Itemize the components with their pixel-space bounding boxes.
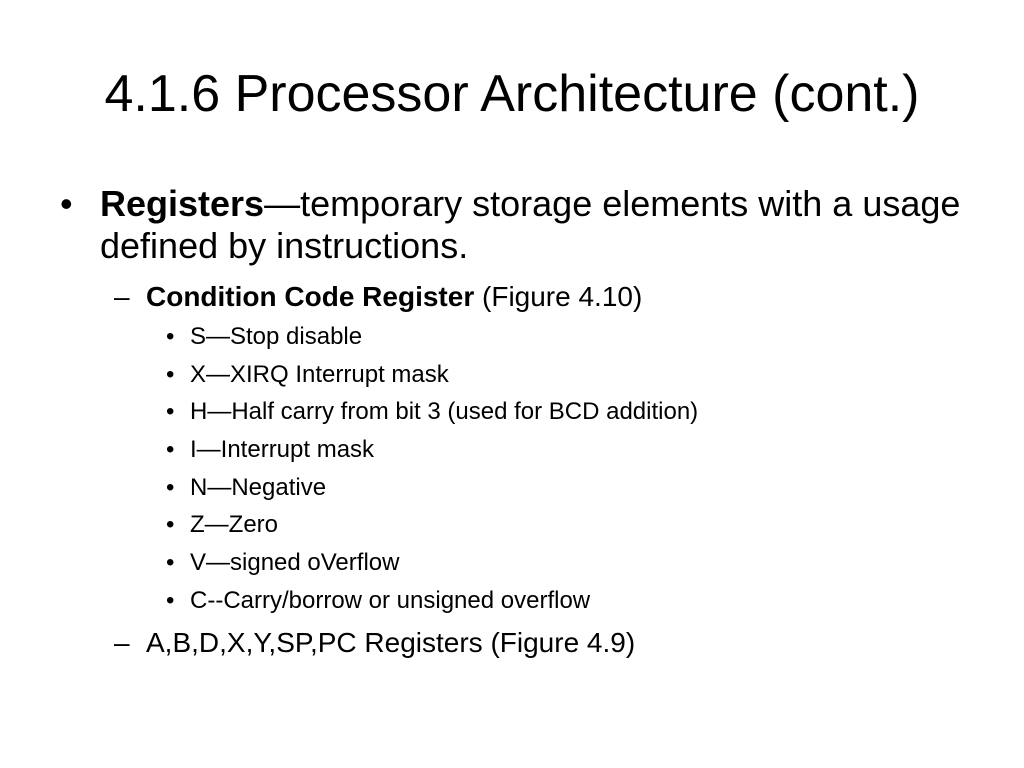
bullet-marker: •: [166, 473, 175, 501]
flag-item: [166, 470, 698, 508]
flag-text: H—Half carry from bit 3 (used for BCD addition): [190, 398, 699, 426]
bullet-registers: [60, 183, 980, 267]
bullet-marker: •: [166, 323, 175, 350]
dash-marker: –: [114, 281, 130, 312]
flag-list: [166, 319, 699, 621]
sub-bullet-rest: (Figure 4.10): [474, 281, 643, 312]
flag-item: [166, 507, 698, 545]
sub-bullet-text: A,B,D,X,Y,SP,PC Registers (Figure 4.9): [146, 627, 636, 658]
bullet-term: Registers: [100, 183, 265, 224]
flag-text: S—Stop disable: [190, 323, 363, 350]
bullet-marker: •: [166, 398, 175, 426]
flag-item: [166, 357, 698, 395]
flag-text: V—signed oVerflow: [190, 549, 400, 577]
flag-text: Z—Zero: [190, 511, 279, 539]
flag-item: [166, 545, 698, 583]
slide-title: 4.1.6 Processor Architecture (cont.): [104, 65, 920, 123]
sub-bullet-condition-code-register: [114, 280, 643, 314]
dash-marker: –: [114, 627, 130, 658]
flag-text: I—Interrupt mask: [190, 436, 375, 464]
bullet-marker: •: [166, 586, 175, 614]
sub-bullet-term: Condition Code Register: [146, 281, 475, 312]
flag-item: [166, 319, 698, 357]
bullet-marker: •: [166, 549, 175, 577]
bullet-marker: •: [166, 360, 175, 388]
flag-item: [166, 432, 698, 470]
flag-text: X—XIRQ Interrupt mask: [190, 360, 449, 388]
bullet-marker: •: [60, 183, 73, 224]
flag-item: [166, 583, 698, 621]
flag-text: C--Carry/borrow or unsigned overflow: [190, 586, 591, 614]
flag-text: N—Negative: [190, 473, 327, 501]
bullet-marker: •: [166, 511, 175, 539]
bullet-marker: •: [166, 436, 175, 464]
flag-item: [166, 394, 699, 432]
sub-bullet-registers: [114, 626, 636, 660]
bullet-definition: —temporary storage elements with a usage defined by instructions.: [100, 183, 961, 266]
